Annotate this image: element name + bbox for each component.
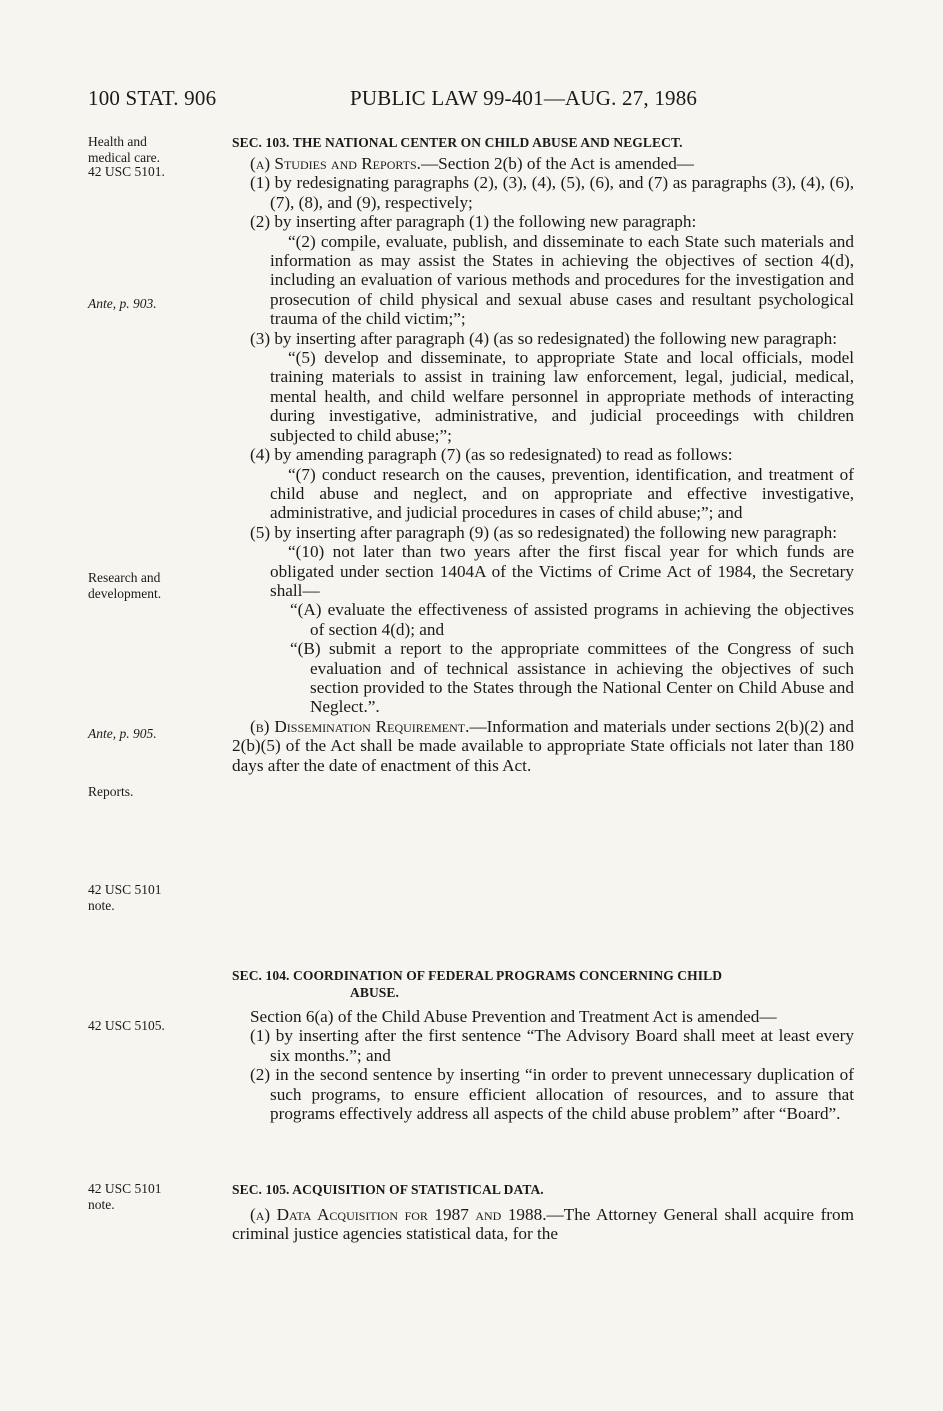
paragraph-103a-5: (5) by inserting after paragraph (9) (as so redesignated) the following new paragraph: xyxy=(250,522,838,542)
subsection-103a: (a) Studies and Reports.—Section 2(b) of the Act is amended— xyxy=(250,154,694,173)
quoted-paragraph-2: “(2) compile, evaluate, publish, and disseminate to each State such materials and information as may assist the States in achieving the objectives of section 4(d), including an evaluation of various methods and procedures for the investigation and prosecution of child physical and sexual abuse cases and resultant psychological trauma of the child victim;”; xyxy=(270,231,854,329)
paragraph-103a-4: (4) by amending paragraph (7) (as so redesignated) to read as follows: xyxy=(250,445,733,465)
quoted-paragraph-10: “(10) not later than two years after the first fiscal year for which funds are obligated under section 1404A of the Victims of Crime Act of 1984, the Secretary shall— xyxy=(270,542,854,600)
section-105 xyxy=(232,1181,854,1244)
margin-note-usc-5101-note: 42 USC 5101 note. xyxy=(88,882,162,913)
paragraph-103a-3: (3) by inserting after paragraph (4) (as so redesignated) the following new paragraph: xyxy=(250,328,838,348)
margin-note-usc-5105: 42 USC 5105. xyxy=(88,1018,165,1033)
quoted-paragraph-5: “(5) develop and disseminate, to appropriate State and local officials, model training materials to assist in training law enforcement, legal, judicial, medical, mental health, and child welfare personnel in appropriate methods of interacting during investigative, administrative, and judicial proceedings with children subjected to child abuse;”; xyxy=(270,348,854,445)
running-header: PUBLIC LAW 99-401—AUG. 27, 1986 xyxy=(350,86,698,110)
paragraph-103a-2: (2) by inserting after paragraph (1) the following new paragraph: xyxy=(250,212,697,232)
paragraph-104-1: (1) by inserting after the first sentence “The Advisory Board shall meet at least every six months.”; and xyxy=(250,1026,854,1065)
margin-note-ante-905: Ante, p. 905. xyxy=(88,726,157,741)
section-105-heading: SEC. 105. ACQUISITION OF STATISTICAL DATA. xyxy=(232,1182,544,1197)
section-103 xyxy=(232,134,854,775)
margin-note-ante-903: Ante, p. 903. xyxy=(88,296,157,311)
margin-note-reports: Reports. xyxy=(88,784,134,799)
quoted-paragraph-7: “(7) conduct research on the causes, prevention, identification, and treatment of child abuse and neglect, and on appropriate and effective investigative, administrative, and judicial procedures in cases of child abuse;”; and xyxy=(270,464,854,523)
paragraph-103a-1: (1) by redesignating paragraphs (2), (3), (4), (5), (6), and (7) as paragraphs (3), (4), (6), (7), (8), and (9), respectively; xyxy=(250,173,854,212)
margin-note-research: Research and development. xyxy=(88,570,162,601)
section-104 xyxy=(232,967,854,1123)
quoted-subparagraph-b: “(B) submit a report to the appropriate committees of the Congress of such evaluation and of technical assistance in achieving the objectives of such section provided to the States through the National Center on Child Abuse and Neglect.”. xyxy=(290,639,854,717)
subsection-105a: (a) Data Acquisition for 1987 and 1988.—The Attorney General shall acquire from criminal justice agencies statistical data, for the xyxy=(232,1205,854,1244)
margin-note-health: Health and medical care. xyxy=(88,134,160,165)
page-stat-citation: 100 STAT. 906 xyxy=(88,86,217,110)
margin-note-usc-5101-note-2: 42 USC 5101 note. xyxy=(88,1181,162,1212)
section-104-intro: Section 6(a) of the Child Abuse Prevention and Treatment Act is amended— xyxy=(250,1007,777,1026)
margin-note-usc-5101: 42 USC 5101. xyxy=(88,164,165,179)
section-103-heading: SEC. 103. THE NATIONAL CENTER ON CHILD ABUSE AND NEGLECT. xyxy=(232,135,683,150)
subsection-103b: (b) Dissemination Requirement.—Information and materials under sections 2(b)(2) and 2(b)(5) of the Act shall be made available to appropriate State officials not later than 180 days after the date of enactment of this Act. xyxy=(232,716,854,775)
section-104-heading: SEC. 104. COORDINATION OF FEDERAL PROGRAMS CONCERNING CHILD ABUSE. xyxy=(232,968,723,1000)
quoted-subparagraph-a: “(A) evaluate the effectiveness of assisted programs in achieving the objectives of section 4(d); and xyxy=(290,600,854,639)
paragraph-104-2: (2) in the second sentence by inserting “in order to prevent unnecessary duplication of such programs, to ensure efficient allocation of resources, and to assure that programs effectively address all aspects of the child abuse problem” after “Board”. xyxy=(250,1065,854,1124)
